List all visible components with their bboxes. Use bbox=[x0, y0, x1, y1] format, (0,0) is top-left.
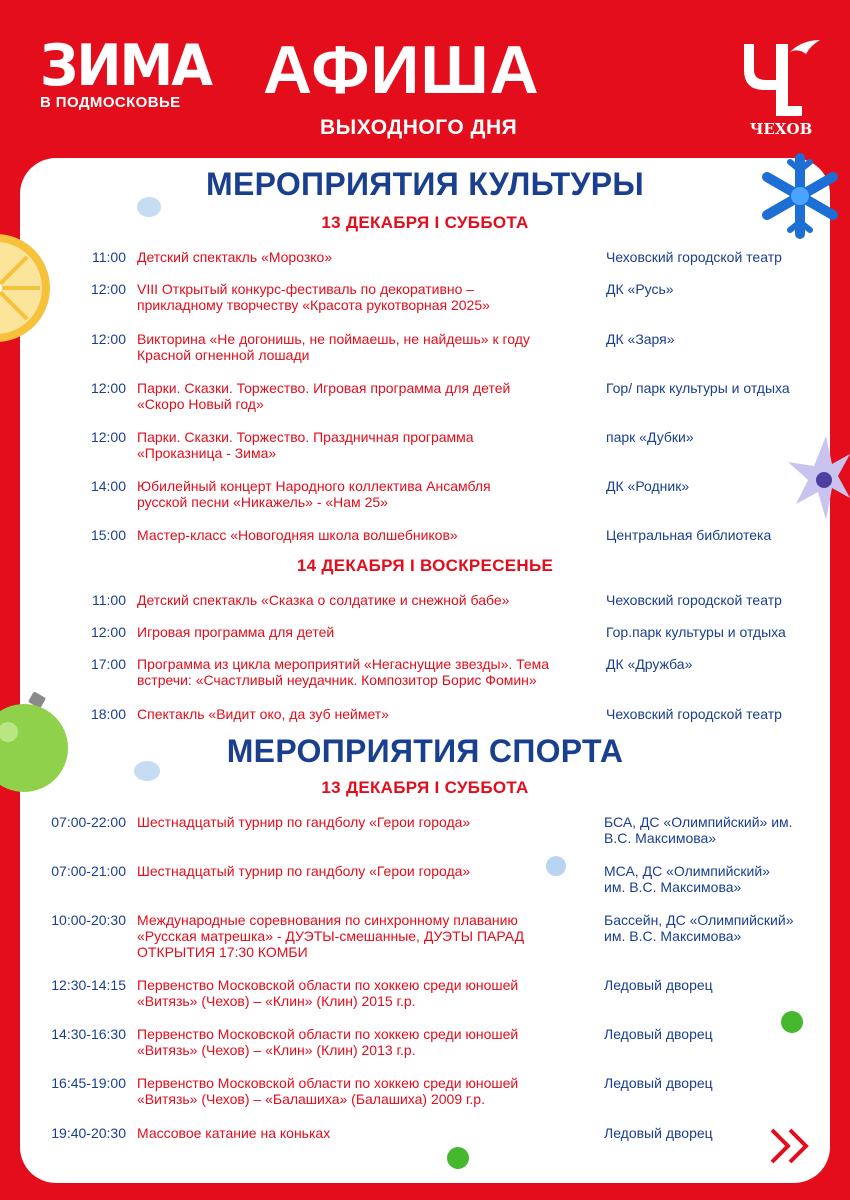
chekhov-city-logo bbox=[736, 36, 826, 142]
event-title: Первенство Московской области по хоккею среди юношей «Витязь» (Чехов) – «Балашиха» (Балашиха) 2009 г.р. bbox=[137, 1075, 519, 1107]
event-venue: Чеховский городской театр bbox=[606, 249, 782, 265]
event-venue: Ледовый дворец bbox=[604, 1026, 713, 1042]
event-time: 17:00 bbox=[90, 656, 126, 672]
event-time: 12:00 bbox=[90, 281, 126, 297]
event-venue: БСА, ДС «Олимпийский» им. В.С. Максимова» bbox=[604, 814, 793, 846]
event-title: Детский спектакль «Морозко» bbox=[137, 249, 333, 265]
event-title: Массовое катание на коньках bbox=[137, 1125, 331, 1141]
event-title: Первенство Московской области по хоккею среди юношей «Витязь» (Чехов) – «Клин» (Клин) 2013 г.р. bbox=[137, 1026, 519, 1058]
page-title: АФИША bbox=[263, 32, 540, 108]
chekhov-emblem-icon bbox=[736, 36, 826, 120]
event-title: Международные соревнования по синхронному плаванию «Русская матрешка» - ДУЭТЫ-смешанные, ДУЭТЫ ПАРАД ОТКРЫТИЯ 17:30 КОМБИ bbox=[137, 912, 525, 960]
event-title: Игровая программа для детей bbox=[137, 624, 335, 640]
orange-slice-icon bbox=[0, 232, 52, 344]
decor-dot bbox=[447, 1147, 469, 1169]
event-venue: Ледовый дворец bbox=[604, 1075, 713, 1091]
event-time: 10:00-20:30 bbox=[51, 912, 126, 928]
event-title: Мастер-класс «Новогодняя школа волшебников» bbox=[137, 527, 458, 543]
event-title: Программа из цикла мероприятий «Негаснущие звезды». Тема встречи: «Счастливый неудачник. Композитор Борис Фомин» bbox=[137, 656, 550, 688]
event-venue: ДК «Родник» bbox=[606, 478, 690, 494]
event-title: Парки. Сказки. Торжество. Игровая программа для детей «Скоро Новый год» bbox=[137, 380, 511, 412]
event-title: Парки. Сказки. Торжество. Праздничная программа «Проказница - Зима» bbox=[137, 429, 474, 461]
event-venue: МСА, ДС «Олимпийский» им. В.С. Максимова» bbox=[604, 863, 770, 895]
event-title: Спектакль «Видит око, да зуб неймет» bbox=[137, 706, 389, 722]
event-venue: Чеховский городской театр bbox=[606, 592, 782, 608]
event-time: 12:00 bbox=[90, 624, 126, 640]
event-title: Шестнадцатый турнир по гандболу «Герои города» bbox=[137, 814, 471, 830]
event-title: Шестнадцатый турнир по гандболу «Герои города» bbox=[137, 863, 471, 879]
brand-title: ЗИМА bbox=[40, 32, 212, 99]
zima-brand-logo bbox=[40, 32, 230, 116]
event-time: 16:45-19:00 bbox=[51, 1075, 126, 1091]
event-venue: парк «Дубки» bbox=[606, 429, 694, 445]
event-venue: ДК «Заря» bbox=[606, 331, 675, 347]
section-title-culture: МЕРОПРИЯТИЯ КУЛЬТУРЫ bbox=[206, 166, 644, 202]
event-time: 12:00 bbox=[90, 380, 126, 396]
event-venue: ДК «Дружба» bbox=[606, 656, 693, 672]
event-title: VIII Открытый конкурс-фестиваль по декоративно –прикладному творчеству «Красота рукотворная 2025» bbox=[137, 281, 490, 313]
event-time: 12:30-14:15 bbox=[51, 977, 126, 993]
event-time: 15:00 bbox=[90, 527, 126, 543]
event-time: 12:00 bbox=[90, 429, 126, 445]
event-title: Первенство Московской области по хоккею среди юношей «Витязь» (Чехов) – «Клин» (Клин) 2015 г.р. bbox=[137, 977, 519, 1009]
event-venue: Гор.парк культуры и отдыха bbox=[606, 624, 786, 640]
event-time: 18:00 bbox=[90, 706, 126, 722]
event-time: 14:30-16:30 bbox=[51, 1026, 126, 1042]
city-logo-label: ЧЕХОВ bbox=[749, 120, 813, 138]
event-time: 07:00-21:00 bbox=[51, 863, 126, 879]
event-time: 11:00 bbox=[92, 592, 126, 608]
date-heading-culture-13: 13 ДЕКАБРЯ I СУББОТА bbox=[321, 213, 529, 232]
event-time: 07:00-22:00 bbox=[51, 814, 126, 830]
event-time: 14:00 bbox=[90, 478, 126, 494]
event-time: 19:40-20:30 bbox=[51, 1125, 126, 1141]
event-venue: Центральная библиотека bbox=[606, 527, 772, 543]
date-heading-sport-13: 13 ДЕКАБРЯ I СУББОТА bbox=[321, 778, 529, 797]
brand-subtitle: В ПОДМОСКОВЬЕ bbox=[40, 94, 181, 111]
date-heading-culture-14: 14 ДЕКАБРЯ I ВОСКРЕСЕНЬЕ bbox=[296, 556, 554, 575]
event-title: Детский спектакль «Сказка о солдатике и снежной бабе» bbox=[137, 592, 510, 608]
event-venue: ДК «Русь» bbox=[606, 281, 674, 297]
event-title: Юбилейный концерт Народного коллектива Ансамбля русской песни «Никажель» - «Нам 25» bbox=[137, 478, 491, 510]
section-title-sport: МЕРОПРИЯТИЯ СПОРТА bbox=[226, 733, 624, 769]
page-subtitle: ВЫХОДНОГО ДНЯ bbox=[320, 116, 518, 139]
event-title: Викторина «Не догонишь, не поймаешь, не найдешь» к году Красной огненной лошади bbox=[137, 331, 530, 363]
event-venue: Бассейн, ДС «Олимпийский» им. В.С. Максимова» bbox=[604, 912, 794, 944]
event-time: 12:00 bbox=[90, 331, 126, 347]
double-chevron-right-icon[interactable] bbox=[768, 1126, 814, 1166]
event-venue: Ледовый дворец bbox=[604, 977, 713, 993]
event-time: 11:00 bbox=[92, 249, 126, 265]
event-venue: Гор/ парк культуры и отдыха bbox=[606, 380, 790, 396]
event-venue: Ледовый дворец bbox=[604, 1125, 713, 1141]
event-venue: Чеховский городской театр bbox=[606, 706, 782, 722]
